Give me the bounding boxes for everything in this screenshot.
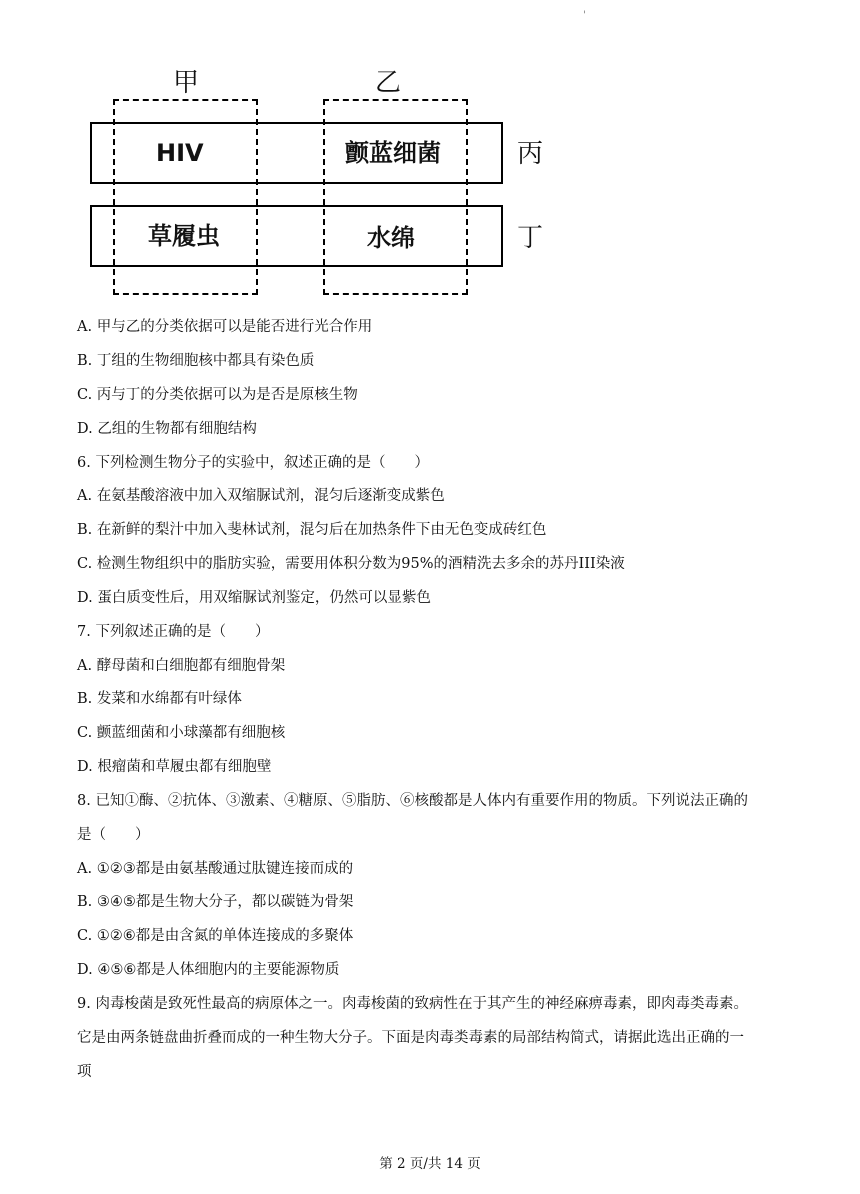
top-mark: ' xyxy=(583,10,586,21)
cell-lanxijun: 颤蓝细菌 xyxy=(345,139,441,167)
cell-caolvchong: 草履虫 xyxy=(148,222,220,250)
page-footer: 第 2 页/共 14 页 xyxy=(379,1156,481,1172)
option-line: A. 甲与乙的分类依据可以是能否进行光合作用 xyxy=(77,319,373,335)
option-line: D. ④⑤⑥都是人体细胞内的主要能源物质 xyxy=(77,962,340,978)
question-line: 项 xyxy=(77,1064,92,1080)
classification-diagram xyxy=(0,0,860,310)
option-line: C. ①②⑥都是由含氮的单体连接成的多聚体 xyxy=(77,928,354,944)
option-line: D. 乙组的生物都有细胞结构 xyxy=(77,421,257,437)
cell-hiv: HIV xyxy=(156,139,204,167)
option-line: B. 丁组的生物细胞核中都具有染色质 xyxy=(77,353,315,369)
option-line: A. 在氨基酸溶液中加入双缩脲试剂，混匀后逐渐变成紫色 xyxy=(77,488,445,504)
option-line: A. 酵母菌和白细胞都有细胞骨架 xyxy=(77,658,286,674)
question-line: 是（ ） xyxy=(77,827,150,843)
question-line: 6. 下列检测生物分子的实验中，叙述正确的是（ ） xyxy=(77,455,429,471)
label-ding: 丁 xyxy=(517,223,544,253)
question-line: 它是由两条链盘曲折叠而成的一种生物大分子。下面是肉毒类毒素的局部结构简式，请据此选出正确的一 xyxy=(77,1030,744,1046)
option-line: B. 发菜和水绵都有叶绿体 xyxy=(77,691,242,707)
option-line: D. 根瘤菌和草履虫都有细胞壁 xyxy=(77,759,272,775)
option-line: B. ③④⑤都是生物大分子，都以碳链为骨架 xyxy=(77,894,354,910)
group-bing-box xyxy=(90,122,503,184)
option-line: C. 颤蓝细菌和小球藻都有细胞核 xyxy=(77,725,286,741)
cell-shuimian: 水绵 xyxy=(367,224,415,252)
option-line: B. 在新鲜的梨汁中加入斐林试剂，混匀后在加热条件下由无色变成砖红色 xyxy=(77,522,547,538)
label-jia: 甲 xyxy=(173,68,200,98)
option-line: A. ①②③都是由氨基酸通过肽键连接而成的 xyxy=(77,861,354,877)
question-line: 9. 肉毒梭菌是致死性最高的病原体之一。肉毒梭菌的致病性在于其产生的神经麻痹毒素，即肉毒类毒素。 xyxy=(77,996,748,1012)
label-bing: 丙 xyxy=(517,139,544,169)
option-line: D. 蛋白质变性后，用双缩脲试剂鉴定，仍然可以显紫色 xyxy=(77,590,431,606)
label-yi: 乙 xyxy=(375,68,402,98)
option-line: C. 检测生物组织中的脂肪实验，需要用体积分数为95%的酒精洗去多余的苏丹III染液 xyxy=(77,556,625,572)
question-line: 7. 下列叙述正确的是（ ） xyxy=(77,624,270,640)
question-line: 8. 已知①酶、②抗体、③激素、④糖原、⑤脂肪、⑥核酸都是人体内有重要作用的物质。下列说法正确的 xyxy=(77,793,748,809)
option-line: C. 丙与丁的分类依据可以为是否是原核生物 xyxy=(77,387,358,403)
